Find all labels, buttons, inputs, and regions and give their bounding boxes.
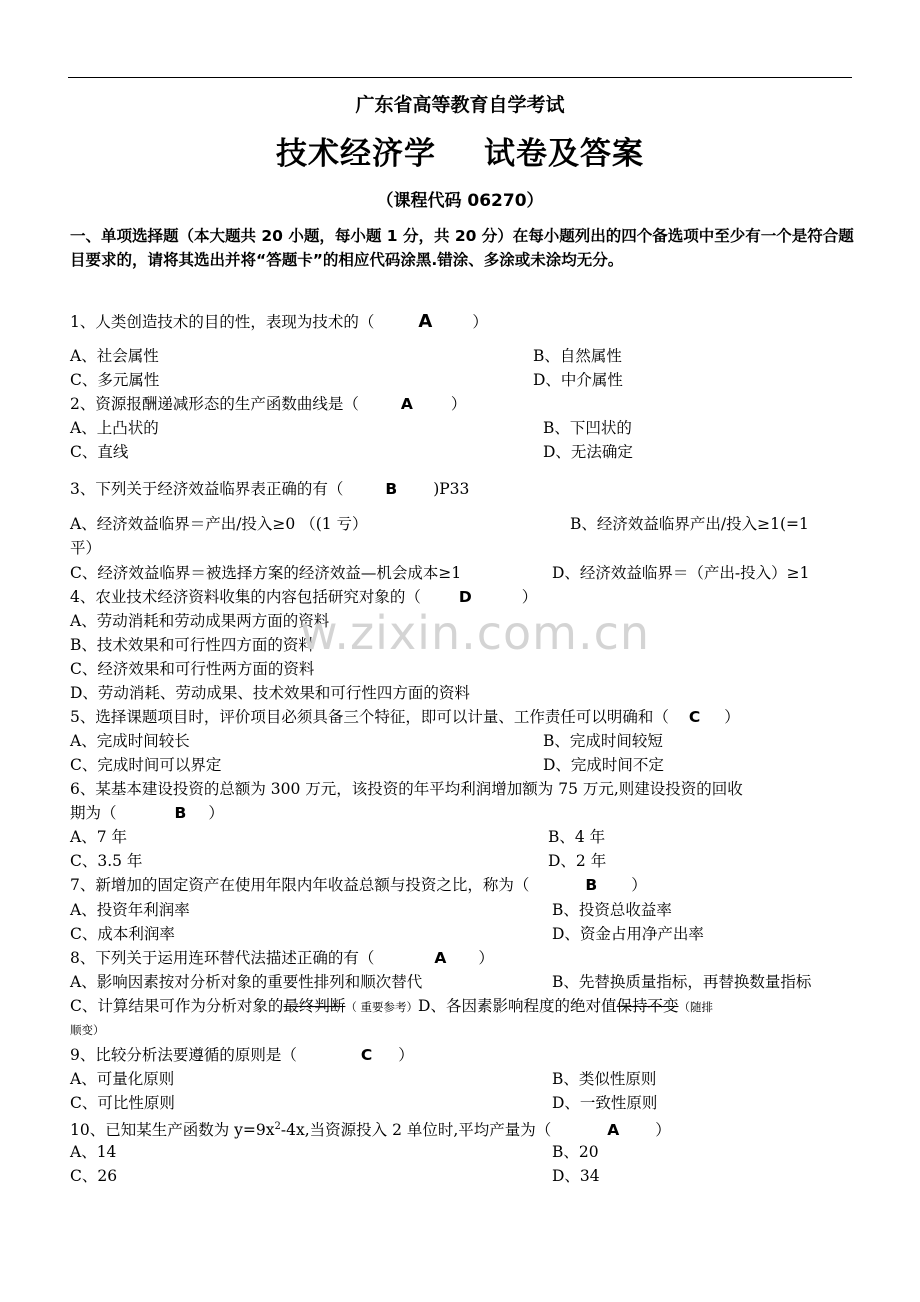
q8-option-d-note: （随排 bbox=[678, 1000, 713, 1014]
q1-option-a: A、社会属性 bbox=[70, 347, 159, 365]
q2-answer: A bbox=[400, 395, 413, 413]
org-title: 广东省高等教育自学考试 bbox=[355, 94, 565, 116]
q5-option-a: A、完成时间较长 bbox=[70, 732, 190, 750]
q8-stem-text: 8、下列关于运用连环替代法描述正确的有（ bbox=[70, 949, 375, 967]
q4-option-b: B、技术效果和可行性四方面的资料 bbox=[70, 636, 314, 654]
q1-answer: A bbox=[418, 311, 433, 332]
q3-option-b-cont: 平） bbox=[70, 539, 102, 557]
q8-answer: A bbox=[434, 949, 447, 967]
q2-stem-text: 2、资源报酬递减形态的生产函数曲线是（ bbox=[70, 395, 359, 413]
q3-answer: B bbox=[385, 480, 398, 498]
q2-option-a: A、上凸状的 bbox=[70, 419, 159, 437]
q10-stem-text2: -4x,当资源投入 2 单位时,平均产量为（ bbox=[280, 1121, 552, 1140]
q3-option-d: D、经济效益临界＝（产出-投入）≥1 bbox=[552, 564, 810, 582]
q3-option-b: B、经济效益临界产出/投入≥1(=1 bbox=[570, 515, 809, 533]
q3-close: )P33 bbox=[433, 480, 470, 498]
q8-close: ） bbox=[478, 949, 494, 967]
q7-option-a: A、投资年利润率 bbox=[70, 901, 190, 919]
q8-option-d-strike: 保持不变 bbox=[616, 997, 679, 1015]
q6-stem-cont bbox=[70, 803, 224, 823]
q2-close: ） bbox=[450, 395, 467, 413]
q5-option-d: D、完成时间不定 bbox=[543, 756, 664, 774]
q7-close: ） bbox=[631, 876, 647, 894]
q7-option-b: B、投资总收益率 bbox=[552, 901, 672, 919]
q9-stem-text: 9、比较分析法要遵循的原则是（ bbox=[70, 1046, 297, 1064]
q6-option-d: D、2 年 bbox=[548, 852, 607, 870]
q10-option-d: D、34 bbox=[552, 1167, 600, 1185]
q1-stem bbox=[70, 312, 488, 332]
q2-option-d: D、无法确定 bbox=[543, 443, 633, 461]
q10-option-a: A、14 bbox=[70, 1143, 117, 1161]
q8-option-c-note: （ 重要参考） bbox=[345, 1000, 419, 1014]
section-heading: 一、单项选择题（本大题共 20 小题，每小题 1 分，共 20 分）在每小题列出的四个备选项中至少有一个是符合题目要求的，请将其选出并将“答题卡”的相应代码涂黑.错涂、多涂或未涂均无分。 bbox=[70, 227, 854, 269]
q6-stem-text2: 期为（ bbox=[70, 804, 117, 822]
q4-stem bbox=[70, 587, 537, 607]
q5-answer: C bbox=[688, 708, 701, 726]
q5-stem-text: 5、选择课题项目时，评价项目必须具备三个特征，即可以计量、工作责任可以明确和（ bbox=[70, 708, 669, 726]
q9-answer: C bbox=[360, 1046, 373, 1064]
q5-stem bbox=[70, 707, 740, 727]
q8-option-d-note-cont: 顺变） bbox=[70, 1023, 105, 1037]
q10-superscript: 2 bbox=[274, 1121, 281, 1132]
q5-close: ） bbox=[724, 708, 740, 726]
q10-answer: A bbox=[607, 1121, 620, 1140]
q9-option-b: B、类似性原则 bbox=[552, 1070, 657, 1088]
course-code: （课程代码 06270） bbox=[376, 191, 544, 211]
q8-option-c-text: C、计算结果可作为分析对象的 bbox=[70, 997, 284, 1015]
q6-close: ） bbox=[208, 804, 224, 822]
q10-close: ） bbox=[655, 1121, 671, 1140]
q1-stem-text: 1、人类创造技术的目的性，表现为技术的（ bbox=[70, 313, 375, 331]
q2-option-c: C、直线 bbox=[70, 443, 129, 461]
q1-option-c: C、多元属性 bbox=[70, 371, 160, 389]
q7-stem-text: 7、新增加的固定资产在使用年限内年收益总额与投资之比，称为（ bbox=[70, 876, 530, 894]
q6-option-a: A、7 年 bbox=[70, 828, 127, 846]
q3-stem-text: 3、下列关于经济效益临界表正确的有（ bbox=[70, 480, 344, 498]
q5-option-b: B、完成时间较短 bbox=[543, 732, 663, 750]
watermark: w.zixin.com.cn bbox=[300, 606, 651, 660]
q3-option-c: C、经济效益临界＝被选择方案的经济效益—机会成本≥1 bbox=[70, 564, 462, 582]
q10-option-b: B、20 bbox=[552, 1143, 599, 1161]
q10-stem-text: 10、已知某生产函数为 y=9x bbox=[70, 1121, 275, 1140]
q8-option-d-text: D、各因素影响程度的绝对值 bbox=[418, 997, 617, 1015]
q7-stem bbox=[70, 875, 647, 895]
q4-option-d: D、劳动消耗、劳动成果、技术效果和可行性四方面的资料 bbox=[70, 684, 470, 702]
exam-title-right: 试卷及答案 bbox=[484, 136, 644, 172]
exam-title-left: 技术经济学 bbox=[276, 136, 436, 172]
q8-option-cd bbox=[70, 996, 713, 1017]
exam-title bbox=[0, 128, 920, 173]
q7-option-c: C、成本利润率 bbox=[70, 925, 175, 943]
q2-option-b: B、下凹状的 bbox=[543, 419, 632, 437]
q9-option-a: A、可量化原则 bbox=[70, 1070, 175, 1088]
q4-option-a: A、劳动消耗和劳动成果两方面的资料 bbox=[70, 612, 330, 630]
q6-stem: 6、某基本建设投资的总额为 300 万元，该投资的年平均利润增加额为 75 万元,则建设投资的回收 bbox=[70, 780, 743, 798]
q1-option-b: B、自然属性 bbox=[533, 347, 622, 365]
q8-option-c-strike: 最终判断 bbox=[283, 997, 346, 1015]
q3-stem bbox=[70, 479, 469, 499]
q6-option-c: C、3.5 年 bbox=[70, 852, 143, 870]
q8-option-b: B、先替换质量指标，再替换数量指标 bbox=[552, 973, 812, 991]
q7-option-d: D、资金占用净产出率 bbox=[552, 925, 704, 943]
q4-answer: D bbox=[458, 588, 472, 606]
q5-option-c: C、完成时间可以界定 bbox=[70, 756, 222, 774]
q8-option-a: A、影响因素按对分析对象的重要性排列和顺次替代 bbox=[70, 973, 423, 991]
q9-option-c: C、可比性原则 bbox=[70, 1094, 175, 1112]
q1-close: ） bbox=[472, 313, 488, 331]
q4-option-c: C、经济效果和可行性两方面的资料 bbox=[70, 660, 315, 678]
q10-stem bbox=[70, 1117, 671, 1140]
q6-answer: B bbox=[174, 804, 187, 822]
q2-stem bbox=[70, 394, 466, 414]
q3-option-a: A、经济效益临界＝产出/投入≥0 （(1 亏） bbox=[70, 515, 368, 533]
q8-stem bbox=[70, 948, 494, 968]
q6-option-b: B、4 年 bbox=[548, 828, 606, 846]
header-rule bbox=[68, 77, 852, 78]
q1-option-d: D、中介属性 bbox=[533, 371, 623, 389]
q4-stem-text: 4、农业技术经济资料收集的内容包括研究对象的（ bbox=[70, 588, 421, 606]
q9-stem bbox=[70, 1045, 414, 1065]
q9-option-d: D、一致性原则 bbox=[552, 1094, 658, 1112]
q4-close: ） bbox=[521, 588, 538, 606]
q7-answer: B bbox=[585, 876, 598, 894]
q10-option-c: C、26 bbox=[70, 1167, 118, 1185]
q9-close: ） bbox=[398, 1046, 414, 1064]
